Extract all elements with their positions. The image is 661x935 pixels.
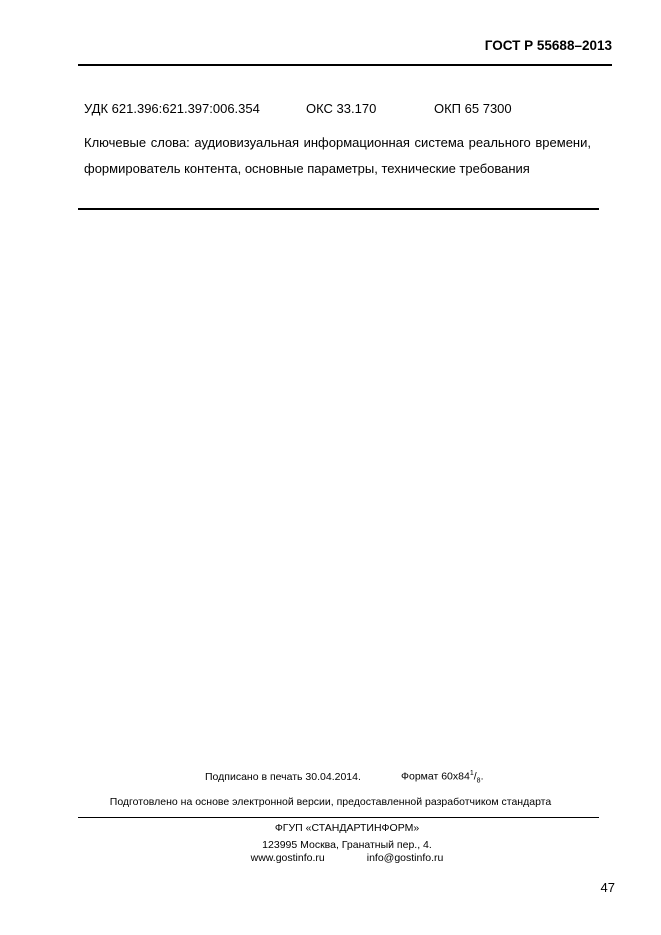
page-number: 47 <box>600 880 615 895</box>
okp-code: ОКП 65 7300 <box>434 101 512 116</box>
udk-code: УДК 621.396:621.397:006.354 <box>84 101 260 116</box>
header-rule <box>78 64 612 66</box>
format-superscript: 1 <box>469 770 474 777</box>
imprint-signed-line: Подписано в печать 30.04.2014. Формат $60х84^1/_8$. <box>205 770 484 785</box>
format-prefix: Формат 60х84 <box>401 770 470 783</box>
keywords-paragraph: Ключевые слова: аудиовизуальная информационная система реального времени, формирователь контента, основные параметры, технические требования <box>84 135 591 176</box>
format-suffix: . <box>480 770 484 783</box>
email-link[interactable]: info@gostinfo.ru <box>366 852 444 864</box>
publisher-name: ФГУП «СТАНДАРТИНФОРМ» <box>274 822 420 834</box>
format-subscript: 8 <box>476 777 481 785</box>
publisher-address: 123995 Москва, Гранатный пер., 4. <box>262 839 432 851</box>
footer-rule <box>78 817 599 818</box>
website-link[interactable]: www.gostinfo.ru <box>250 852 325 864</box>
oks-code: ОКС 33.170 <box>306 101 377 116</box>
signed-date: Подписано в печать 30.04.2014. <box>205 770 361 783</box>
classification-codes <box>84 101 512 116</box>
prepared-note: Подготовлено на основе электронной версии, предоставленной разработчиком стандарта <box>109 796 552 808</box>
publisher-contacts <box>0 852 661 864</box>
document-code-header: ГОСТ Р 55688–2013 <box>484 38 612 53</box>
keywords-rule <box>78 208 599 210</box>
